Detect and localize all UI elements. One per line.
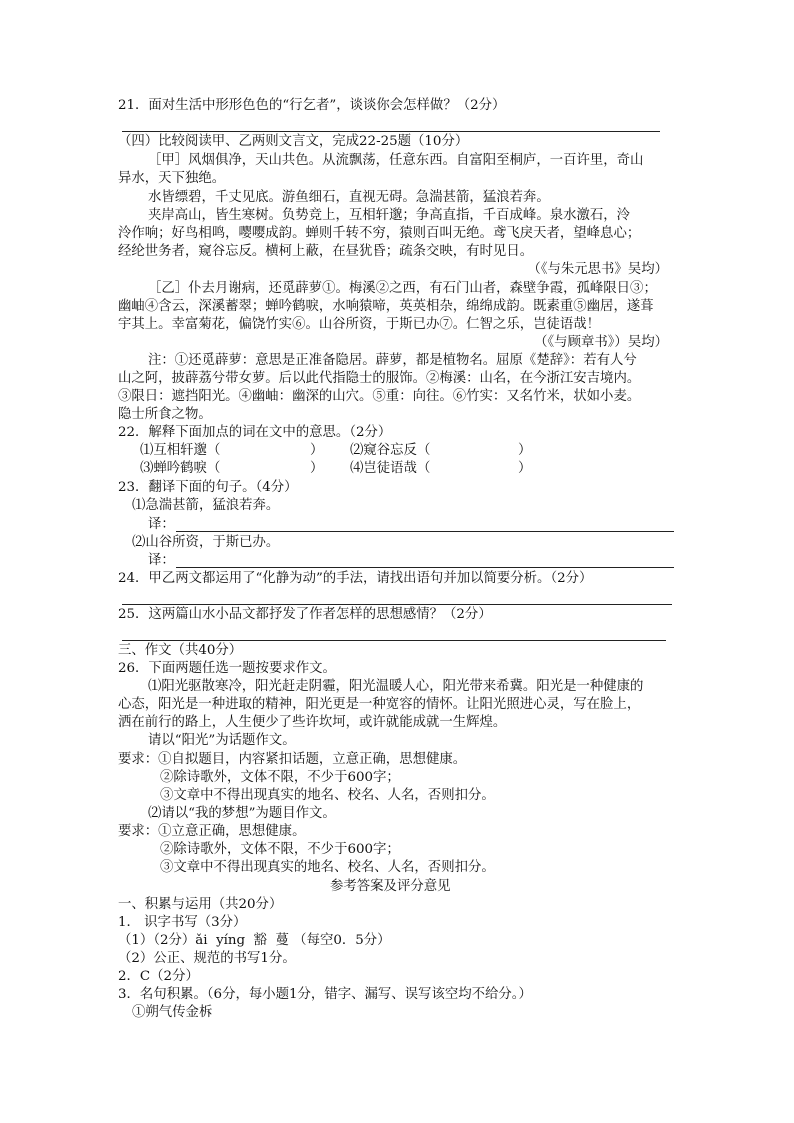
- notes-line: 隐士所食之物。: [118, 407, 212, 422]
- answer-line-21: [122, 131, 660, 132]
- jia-text-line: 水皆缥碧，千丈见底。游鱼细石，直视无碍。急湍甚箭，猛浪若奔。: [148, 190, 550, 205]
- q23-sentence-2: ⑵山谷所资，于斯已办。: [132, 535, 280, 550]
- answer-item: 2．C（2分）: [118, 969, 199, 984]
- question-24: 24．甲乙两文都运用了“化静为动”的手法，请找出语句并加以简要分析。（2分）: [118, 571, 593, 586]
- jia-text-line: ［甲］风烟俱净，天山共色。从流飘荡，任意东西。自富阳至桐庐，一百许里，奇山: [148, 153, 644, 168]
- q22-item-a: ⑴互相轩邈（: [140, 443, 221, 458]
- answer-item: ①朔气传金柝: [132, 1005, 213, 1020]
- q26-topic-1-line: ⑴阳光驱散寒冷，阳光赶走阴霾，阳光温暖人心，阳光带来希冀。阳光是一种健康的: [148, 679, 644, 694]
- answer-item: 1． 识字书写（3分）: [118, 915, 247, 930]
- section-4-title: （四）比较阅读甲、乙两则文言文，完成22-25题（10分）: [118, 134, 469, 149]
- jia-text-line: 异水，天下独绝。: [118, 171, 226, 186]
- q22-close: ）: [310, 443, 324, 458]
- q26-requirement: 要求：①立意正确，思想健康。: [118, 824, 306, 839]
- yi-text-line: 宇其上。幸富菊花，偏饶竹实⑥。山谷所资，于斯已办⑦。仁智之乐，岂徒语哉！: [118, 317, 601, 332]
- question-26-title: 26．下面两题任选一题按要求作文。: [118, 661, 336, 676]
- q23-translate-label: 译：: [148, 517, 175, 532]
- answer-line-25: [122, 640, 666, 641]
- q26-requirement: 要求：①自拟题目，内容紧扣话题，立意正确，思想健康。: [118, 752, 467, 767]
- answer-item: （2）公正、规范的书写1分。: [118, 951, 296, 966]
- notes-line: ③限日：遮挡阳光。④幽岫：幽深的山穴。⑤重：向往。⑥竹实：又名竹米，状如小麦。: [118, 389, 641, 404]
- q26-topic-1-line: 心态，阳光是一种进取的精神，阳光更是一种宽容的情怀。让阳光照进心灵，写在脸上，: [118, 697, 641, 712]
- jia-text-line: 泠作响；好鸟相鸣，嘤嘤成韵。蝉则千转不穷，猿则百叫无绝。鸢飞戾天者，望峰息心；: [118, 226, 641, 241]
- notes-line: 山之阿，披薜荔兮带女萝。后以此代指隐士的服饰。②梅溪：山名，在今浙江安吉境内。: [118, 371, 641, 386]
- jia-source: （《与朱元思书》吴均）: [527, 262, 668, 277]
- notes-line: 注：①还觅薜萝：意思是正准备隐居。薜萝，都是植物名。屈原《楚辞》：若有人兮: [148, 353, 637, 368]
- q26-requirement: ②除诗歌外，文体不限，不少于600字；: [160, 770, 400, 785]
- q22-item-c: ⑶蝉吟鹤唳（: [140, 461, 221, 476]
- q26-topic-1-line: 洒在前行的路上，人生便少了些许坎坷，或许就能成就一生辉煌。: [118, 715, 507, 730]
- question-23-title: 23．翻译下面的句子。（4分）: [118, 480, 298, 495]
- q23-translate-label: 译：: [148, 553, 175, 568]
- yi-text-line: 幽岫④含云，深溪蓄翠；蝉吟鹤唳，水响猿啼，英英相杂，绵绵成韵。既素重⑤幽居，遂葺: [118, 299, 654, 314]
- q22-close: ）: [310, 461, 324, 476]
- q22-item-b: ⑵窥谷忘反（: [350, 443, 431, 458]
- answers-section-1: 一、积累与运用（共20分）: [118, 897, 283, 912]
- q26-requirement: ③文章中不得出现真实的地名、校名、人名，否则扣分。: [160, 788, 495, 803]
- yi-source: （《与顾章书》）吴均）: [534, 335, 668, 350]
- answer-line-24: [122, 604, 672, 605]
- answers-title: 参考答案及评分意见: [330, 879, 451, 894]
- q26-requirement: ②除诗歌外，文体不限，不少于600字；: [160, 842, 400, 857]
- jia-text-line: 夹岸高山，皆生寒树。负势竞上，互相轩邈；争高直指，千百成峰。泉水激石，泠: [148, 208, 631, 223]
- q22-item-d: ⑷岂徒语哉（: [350, 461, 431, 476]
- answer-item: （1）（2分）ǎi yíng 豁 蔓 （每空0．5分）: [118, 933, 391, 948]
- q26-topic-2: ⑵请以“我的梦想”为题目作文。: [148, 806, 336, 821]
- q22-close: ）: [518, 461, 532, 476]
- q26-requirement: ③文章中不得出现真实的地名、校名、人名，否则扣分。: [160, 860, 495, 875]
- question-21: 21．面对生活中形形色色的“行乞者”，谈谈你会怎样做？（2分）: [118, 98, 506, 113]
- answer-line-23-2: [176, 567, 674, 568]
- question-25: 25．这两篇山水小品文都抒发了作者怎样的思想感情？（2分）: [118, 607, 492, 622]
- section-3-title: 三、作文（共40分）: [118, 643, 243, 658]
- q23-sentence-1: ⑴急湍甚箭，猛浪若奔。: [132, 498, 280, 513]
- yi-text-line: ［乙］仆去月谢病，还觅薜萝①。梅溪②之西，有石门山者，森壁争霞，孤峰限日③；: [148, 281, 657, 296]
- q26-topic-1-prompt: 请以“阳光”为话题作文。: [148, 733, 296, 748]
- answer-item: 3．名句积累。（6分，每小题1分，错字、漏写、误写该空均不给分。）: [118, 987, 532, 1002]
- q22-close: ）: [518, 443, 532, 458]
- answer-line-23-1: [176, 531, 674, 532]
- question-22-title: 22．解释下面加点的词在文中的意思。（2分）: [118, 425, 392, 440]
- jia-text-line: 经纶世务者，窥谷忘反。横柯上蔽，在昼犹昏；疏条交映，有时见日。: [118, 244, 534, 259]
